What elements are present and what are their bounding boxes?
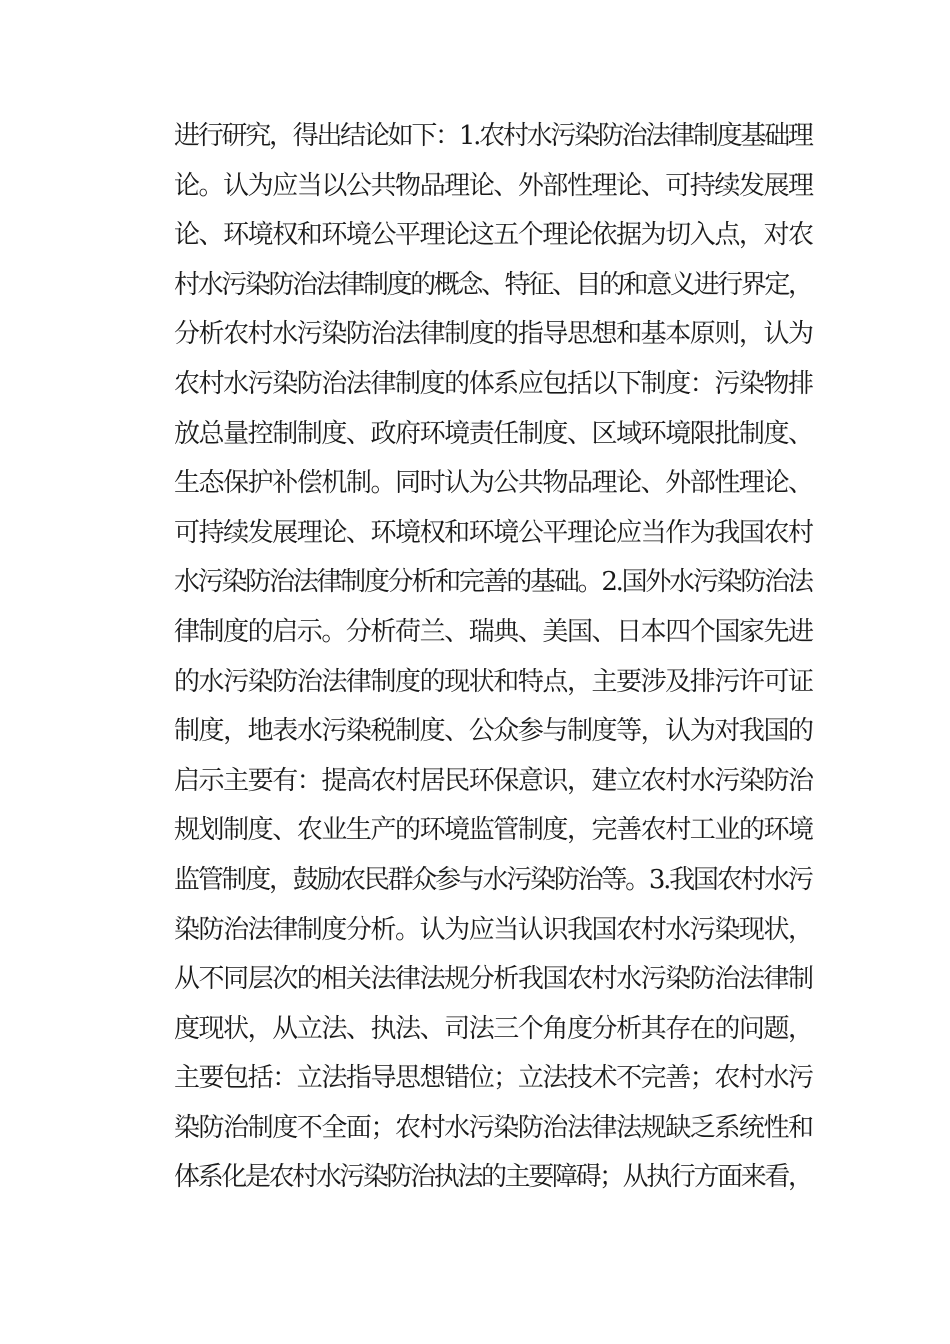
text-line: 度现状，从立法、执法、司法三个角度分析其存在的问题， <box>174 1013 813 1044</box>
text-line: 制度，地表水污染税制度、公众参与制度等，认为对我国的 <box>174 716 813 747</box>
text-line: 监管制度，鼓励农民群众参与水污染防治等。3.我国农村水污 <box>174 864 812 895</box>
text-line: 主要包括：立法指导思想错位；立法技术不完善；农村水污 <box>174 1063 813 1094</box>
text-line: 进行研究，得出结论如下：1.农村水污染防治法律制度基础理 <box>174 121 812 151</box>
text-line: 论。认为应当以公共物品理论、外部性理论、可持续发展理 <box>174 170 813 201</box>
text-line: 放总量控制制度、政府环境责任制度、区域环境限批制度、 <box>174 418 813 449</box>
text-line: 的水污染防治法律制度的现状和特点，主要涉及排污许可证 <box>174 666 813 697</box>
text-line: 染防治制度不全面；农村水污染防治法律法规缺乏系统性和 <box>174 1112 813 1143</box>
text-line: 体系化是农村水污染防治执法的主要障碍；从执行方面来看， <box>174 1162 812 1193</box>
text-line: 启示主要有：提高农村居民环保意识，建立农村水污染防治 <box>174 765 813 796</box>
text-line: 生态保护补偿机制。同时认为公共物品理论、外部性理论、 <box>174 468 813 499</box>
text-line: 染防治法律制度分析。认为应当认识我国农村水污染现状， <box>174 914 813 945</box>
text-line: 从不同层次的相关法律法规分析我国农村水污染防治法律制 <box>174 964 813 995</box>
text-line: 分析农村水污染防治法律制度的指导思想和基本原则，认为 <box>174 319 813 350</box>
text-line: 规划制度、农业生产的环境监管制度，完善农村工业的环境 <box>174 815 813 846</box>
text-line: 论、环境权和环境公平理论这五个理论依据为切入点，对农 <box>174 220 813 251</box>
body-paragraph <box>174 112 814 1203</box>
text-line: 村水污染防治法律制度的概念、特征、目的和意义进行界定， <box>174 269 812 300</box>
text-line: 农村水污染防治法律制度的体系应包括以下制度：污染物排 <box>174 368 813 399</box>
text-line: 水污染防治法律制度分析和完善的基础。2.国外水污染防治法 <box>174 567 812 598</box>
text-line: 可持续发展理论、环境权和环境公平理论应当作为我国农村 <box>174 517 813 548</box>
text-line: 律制度的启示。分析荷兰、瑞典、美国、日本四个国家先进 <box>174 616 813 647</box>
